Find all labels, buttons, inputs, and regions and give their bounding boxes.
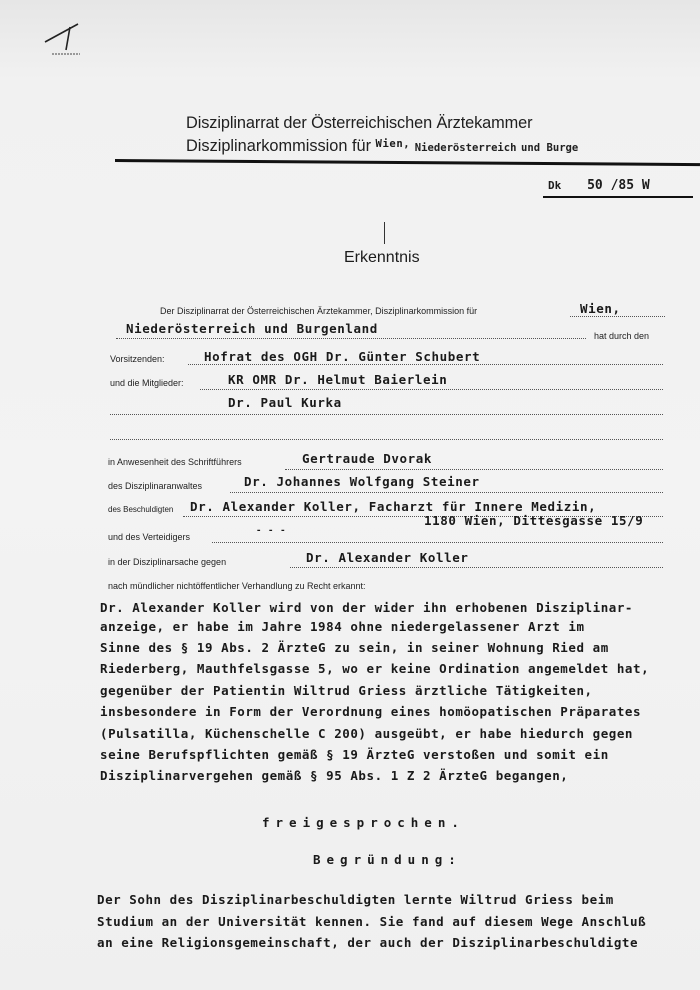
dotted-line — [230, 492, 663, 493]
accused-label: des Beschuldigten — [108, 505, 174, 514]
dotted-line — [570, 316, 665, 317]
chair-value: Hofrat des OGH Dr. Günter Schubert — [204, 349, 481, 364]
document-title: Erkenntnis — [344, 249, 420, 266]
member-1: KR OMR Dr. Helmut Baierlein — [228, 372, 448, 387]
verdict-line: Riederberg, Mauthfelsgasse 5, wo er keine Ordination angemeldet hat, — [100, 661, 650, 676]
case-number-label: Dk — [548, 179, 562, 192]
acquittal: freigesprochen. — [262, 815, 465, 830]
marker-tick — [384, 222, 385, 244]
intro-suffix: hat durch den — [594, 331, 650, 341]
verdict-line: insbesondere in Form der Verordnung eines homöopatischen Präparates — [100, 704, 642, 719]
verdict-line: anzeige, er habe im Jahre 1984 ohne niedergelassener Arzt im — [100, 619, 585, 634]
defender-value: - - - — [256, 526, 287, 536]
reasoning-line: Der Sohn des Disziplinarbeschuldigten lernte Wiltrud Griess beim — [97, 892, 614, 907]
reasoning-line: Studium an der Universität kennen. Sie fand auf diesem Wege Anschluß — [97, 914, 647, 929]
header-region-b: Niederösterreich — [414, 141, 517, 154]
header-line-2-prefix: Disziplinarkommission für — [186, 136, 372, 155]
member-2: Dr. Paul Kurka — [228, 395, 342, 410]
prosecutor-value: Dr. Johannes Wolfgang Steiner — [244, 474, 480, 489]
header-rule — [115, 159, 700, 166]
dotted-line — [212, 542, 663, 543]
case-number — [548, 178, 650, 193]
case-number-suffix: W — [641, 178, 650, 193]
header-line-1: Disziplinarrat der Österreichischen Ärztekammer — [186, 113, 533, 132]
chair-label: Vorsitzenden: — [110, 354, 165, 364]
dotted-line — [285, 469, 663, 470]
verdict-line: gegenüber der Patientin Wiltrud Griess ärztliche Tätigkeiten, — [100, 683, 593, 698]
header-region-a: Wien, — [375, 137, 411, 150]
case-value: Dr. Alexander Koller — [306, 550, 469, 565]
verdict-intro: nach mündlicher nichtöffentlicher Verhandlung zu Recht erkannt: — [108, 581, 366, 591]
members-label: und die Mitglieder: — [110, 378, 184, 388]
case-label: in der Disziplinarsache gegen — [108, 557, 227, 567]
dotted-line — [116, 338, 586, 339]
accused-value: Dr. Alexander Koller, Facharzt für Innere Medizin, — [190, 499, 597, 514]
dotted-line — [110, 439, 663, 440]
case-number-rule — [543, 196, 693, 198]
clerk-label: in Anwesenheit des Schriftführers — [108, 457, 242, 467]
verdict-line: (Pulsatilla, Küchenschelle C 200) ausgeübt, er habe hiedurch gegen — [100, 726, 633, 741]
dotted-line — [110, 414, 663, 415]
case-number-year: /85 — [610, 178, 635, 193]
accused-address: 1180 Wien, Dittesgasse 15/9 — [424, 513, 644, 528]
verdict-line: Disziplinarvergehen gemäß § 95 Abs. 1 Z 2 ÄrzteG begangen, — [100, 768, 569, 783]
handwritten-mark-icon — [30, 22, 80, 62]
reasoning-heading: Begründung: — [313, 852, 462, 867]
verdict-line: Dr. Alexander Koller wird von der wider ihn erhobenen Disziplinar- — [100, 600, 633, 615]
dotted-line — [200, 389, 663, 390]
header-region-c: und Burge — [521, 141, 579, 154]
case-number-value: 50 — [587, 178, 603, 193]
dotted-line — [290, 567, 663, 568]
intro-value-b: Niederösterreich und Burgenland — [126, 321, 378, 336]
clerk-value: Gertraude Dvorak — [302, 451, 433, 466]
header-line-2 — [186, 136, 578, 156]
prosecutor-label: des Disziplinaranwaltes — [108, 481, 203, 491]
intro-value-a: Wien, — [580, 301, 621, 316]
verdict-line: seine Berufspflichten gemäß § 19 ÄrzteG verstoßen und somit ein — [100, 747, 609, 762]
intro-label: Der Disziplinarrat der Österreichischen Ärztekammer, Disziplinarkommission für — [160, 306, 478, 316]
reasoning-line: an eine Religionsgemeinschaft, der auch der Disziplinarbeschuldigte — [97, 935, 639, 950]
verdict-line: Sinne des § 19 Abs. 2 ÄrzteG zu sein, in seiner Wohnung Ried am — [100, 640, 609, 655]
dotted-line — [188, 364, 663, 365]
defender-label: und des Verteidigers — [108, 532, 191, 542]
